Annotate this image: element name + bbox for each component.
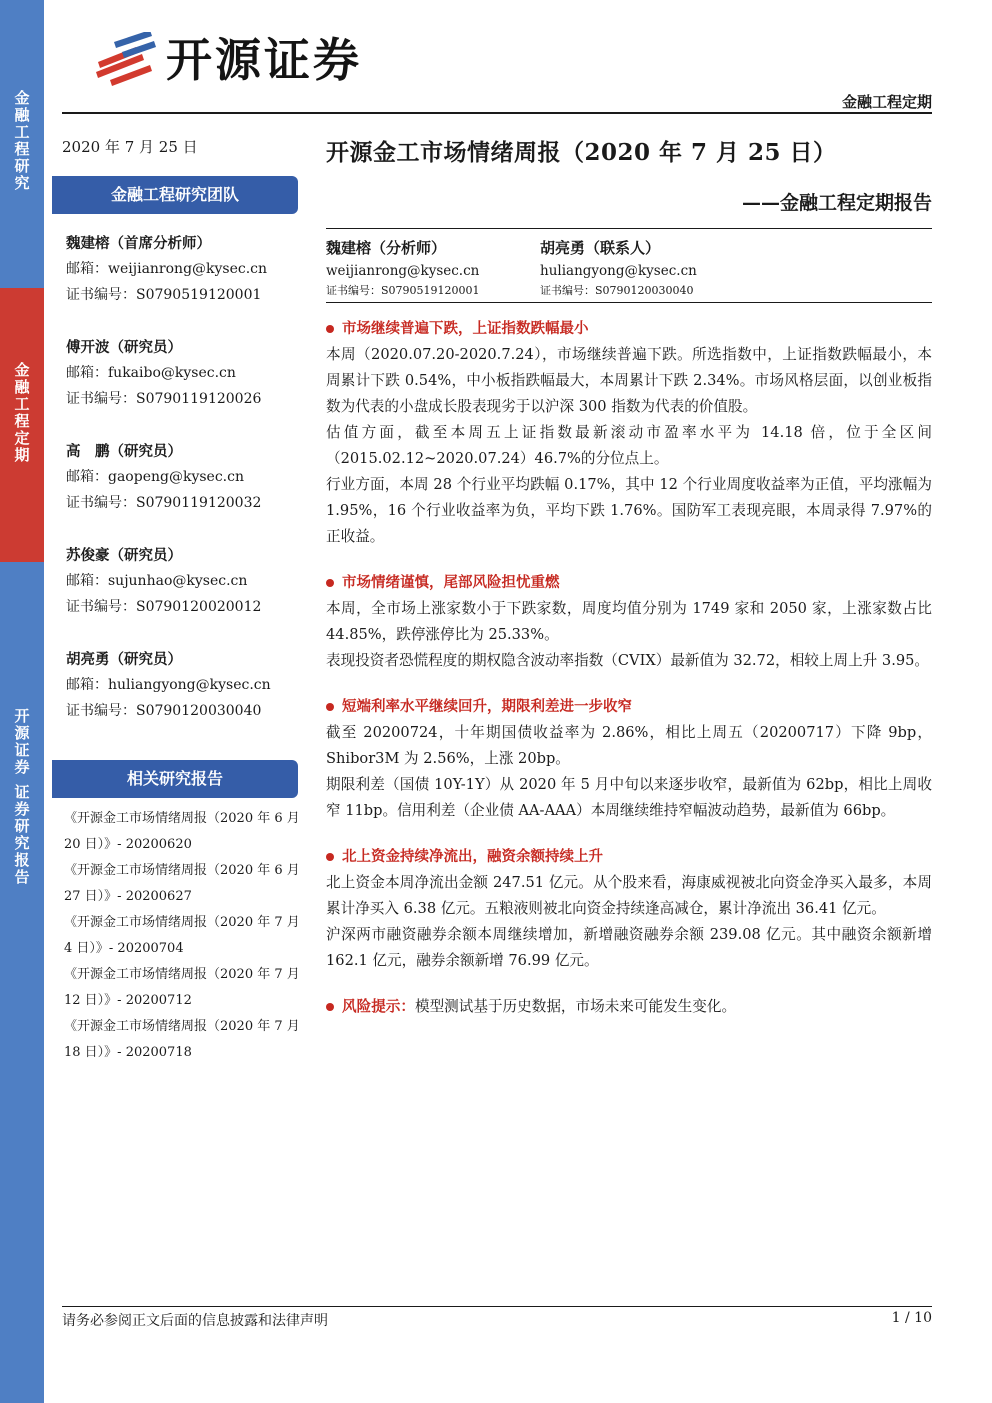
section-heading-text: 市场继续普遍下跌，上证指数跌幅最小 <box>342 321 589 337</box>
brand-logo-icon <box>92 32 156 88</box>
analyst-name: 胡亮勇（联系人） <box>540 239 661 257</box>
related-report-line: 《开源金工市场情绪周报（2020 年 7 月 <box>64 967 300 982</box>
report-date: 2020 年 7 月 25 日 <box>62 138 198 156</box>
member-cert: 证书编号：S0790119120032 <box>66 495 262 511</box>
member-email[interactable]: 邮箱：sujunhao@kysec.cn <box>66 573 248 589</box>
team-member <box>66 232 306 336</box>
report-category: 金融工程定期 <box>841 93 932 111</box>
related-report-line: 《开源金工市场情绪周报（2020 年 6 月 <box>64 863 300 878</box>
team-member <box>66 544 306 648</box>
section-heading <box>326 570 932 596</box>
analyst-email[interactable]: huliangyong@kysec.cn <box>540 263 697 279</box>
summary-section <box>326 316 932 550</box>
bullet-icon <box>326 853 334 861</box>
risk-text: 模型测试基于历史数据，市场未来可能发生变化。 <box>414 998 737 1015</box>
risk-label: 风险提示： <box>342 998 415 1015</box>
section-heading <box>326 844 932 870</box>
related-report-line: 4 日）》- 20200704 <box>64 941 184 956</box>
analyst-cert: 证书编号：S0790120030040 <box>540 284 694 297</box>
brand-name: 开源证券 <box>166 33 362 87</box>
analyst-email[interactable]: weijianrong@kysec.cn <box>326 263 480 279</box>
related-report-line: 20 日）》- 20200620 <box>64 837 192 852</box>
member-name: 傅开波（研究员） <box>66 339 182 356</box>
risk-warning <box>326 994 932 1020</box>
team-list <box>66 232 306 752</box>
section-heading-text: 北上资金持续净流出，融资余额持续上升 <box>342 849 603 865</box>
summary-section <box>326 844 932 974</box>
team-member <box>66 648 306 752</box>
side-label-top: 金 融 工 程 研 究 <box>14 89 30 192</box>
section-heading <box>326 316 932 342</box>
side-label-bottom: 开 源 证 券 证 券 研 究 报 告 <box>14 707 30 886</box>
member-cert: 证书编号：S0790119120026 <box>66 391 262 407</box>
bullet-icon <box>326 703 334 711</box>
section-paragraph: 估值方面，截至本周五上证指数最新滚动市盈率水平为 14.18 倍，位于全区间（2015.02.12~2020.07.24）46.7%的分位点上。 <box>326 424 932 467</box>
related-report-link[interactable] <box>64 806 314 858</box>
related-report-line: 《开源金工市场情绪周报（2020 年 7 月 <box>64 1019 300 1034</box>
analyst-name: 魏建榕（分析师） <box>326 239 447 257</box>
member-name: 高 鹏（研究员） <box>66 443 182 460</box>
related-report-line: 《开源金工市场情绪周报（2020 年 6 月 <box>64 811 300 826</box>
report-body <box>326 316 932 1020</box>
member-email[interactable]: 邮箱：fukaibo@kysec.cn <box>66 365 236 381</box>
related-reports-heading: 相关研究报告 <box>52 760 298 798</box>
related-report-line: 27 日）》- 20200627 <box>64 889 192 904</box>
footer-disclaimer[interactable]: 请务必参阅正文后面的信息披露和法律声明 <box>62 1313 328 1329</box>
section-paragraph: 沪深两市融资融券余额本周继续增加，新增融资融券余额 239.08 亿元。其中融资余额新增 162.1 亿元，融券余额新增 76.99 亿元。 <box>326 926 932 969</box>
analyst-cert: 证书编号：S0790519120001 <box>326 284 480 297</box>
member-name: 苏俊豪（研究员） <box>66 547 182 564</box>
team-heading: 金融工程研究团队 <box>52 176 298 214</box>
member-name: 胡亮勇（研究员） <box>66 651 182 668</box>
analysts-divider <box>326 302 932 303</box>
page-number: 1 / 10 <box>891 1310 932 1326</box>
section-paragraph: 本周（2020.07.20-2020.7.24），市场继续普遍下跌。所选指数中，上证指数跌幅最小，本周累计下跌 0.54%，中小板指跌幅最大，本周累计下跌 2.34%。市场风格层面，以创业板指数为代表的小盘成长股表现劣于以沪深 300 指数为代表的价值股。 <box>326 346 932 415</box>
header-divider <box>62 112 932 114</box>
related-reports-list <box>64 806 314 1066</box>
section-paragraph: 北上资金本周净流出金额 247.51 亿元。从个股来看，海康威视被北向资金净买入最多，本周累计净买入 6.38 亿元。五粮液则被北向资金持续逢高减仓，累计净流出 36.41 亿元。 <box>326 874 932 917</box>
title-divider <box>326 228 932 229</box>
section-paragraph: 期限利差（国债 10Y-1Y）从 2020 年 5 月中旬以来逐步收窄，最新值为 62bp，相比上周收窄 11bp。信用利差（企业债 AA-AAA）本周继续维持窄幅波动趋势，最新值为 66bp。 <box>326 776 932 819</box>
member-email[interactable]: 邮箱：gaopeng@kysec.cn <box>66 469 244 485</box>
section-paragraph: 表现投资者恐慌程度的期权隐含波动率指数（CVIX）最新值为 32.72，相较上周上升 3.95。 <box>326 652 930 669</box>
member-cert: 证书编号：S0790120030040 <box>66 703 262 719</box>
section-paragraph: 截至 20200724，十年期国债收益率为 2.86%，相比上周五（20200717）下降 9bp，Shibor3M 为 2.56%，上涨 20bp。 <box>326 724 932 767</box>
related-report-line: 18 日）》- 20200718 <box>64 1045 192 1060</box>
bullet-icon <box>326 579 334 587</box>
footer-divider <box>62 1306 932 1307</box>
member-email[interactable]: 邮箱：huliangyong@kysec.cn <box>66 677 271 693</box>
section-heading-text: 短端利率水平继续回升，期限利差进一步收窄 <box>342 699 632 715</box>
side-label-middle: 金 融 工 程 定 期 <box>14 361 30 464</box>
member-cert: 证书编号：S0790120020012 <box>66 599 262 615</box>
related-report-line: 《开源金工市场情绪周报（2020 年 7 月 <box>64 915 300 930</box>
section-paragraph: 行业方面，本周 28 个行业平均跌幅 0.17%，其中 12 个行业周度收益率为正值，平均涨幅为 1.95%，16 个行业收益率为负，平均下跌 1.76%。国防军工表现亮眼，本周录得 7.97%的正收益。 <box>326 476 932 545</box>
summary-section <box>326 570 932 674</box>
related-report-link[interactable] <box>64 858 314 910</box>
member-email[interactable]: 邮箱：weijianrong@kysec.cn <box>66 261 268 277</box>
related-report-line: 12 日）》- 20200712 <box>64 993 192 1008</box>
section-heading <box>326 694 932 720</box>
report-title: 开源金工市场情绪周报（2020 年 7 月 25 日） <box>326 139 837 166</box>
related-report-link[interactable] <box>64 962 314 1014</box>
section-paragraph: 本周，全市场上涨家数小于下跌家数，周度均值分别为 1749 家和 2050 家，上涨家数占比 44.85%，跌停涨停比为 25.33%。 <box>326 600 932 643</box>
bullet-icon <box>326 325 334 333</box>
team-member <box>66 336 306 440</box>
member-cert: 证书编号：S0790519120001 <box>66 287 262 303</box>
analyst-card <box>326 236 480 300</box>
related-report-link[interactable] <box>64 910 314 962</box>
member-name: 魏建榕（首席分析师） <box>66 235 211 252</box>
related-report-link[interactable] <box>64 1014 314 1066</box>
side-strip <box>0 0 44 1403</box>
section-heading-text: 市场情绪谨慎，尾部风险担忧重燃 <box>342 575 560 591</box>
side-strip-bottom <box>0 562 44 1403</box>
summary-section <box>326 694 932 824</box>
analyst-card <box>540 236 697 300</box>
report-subtitle: ——金融工程定期报告 <box>741 192 932 214</box>
team-member <box>66 440 306 544</box>
brand-logo <box>92 30 382 90</box>
bullet-icon <box>326 1003 334 1011</box>
